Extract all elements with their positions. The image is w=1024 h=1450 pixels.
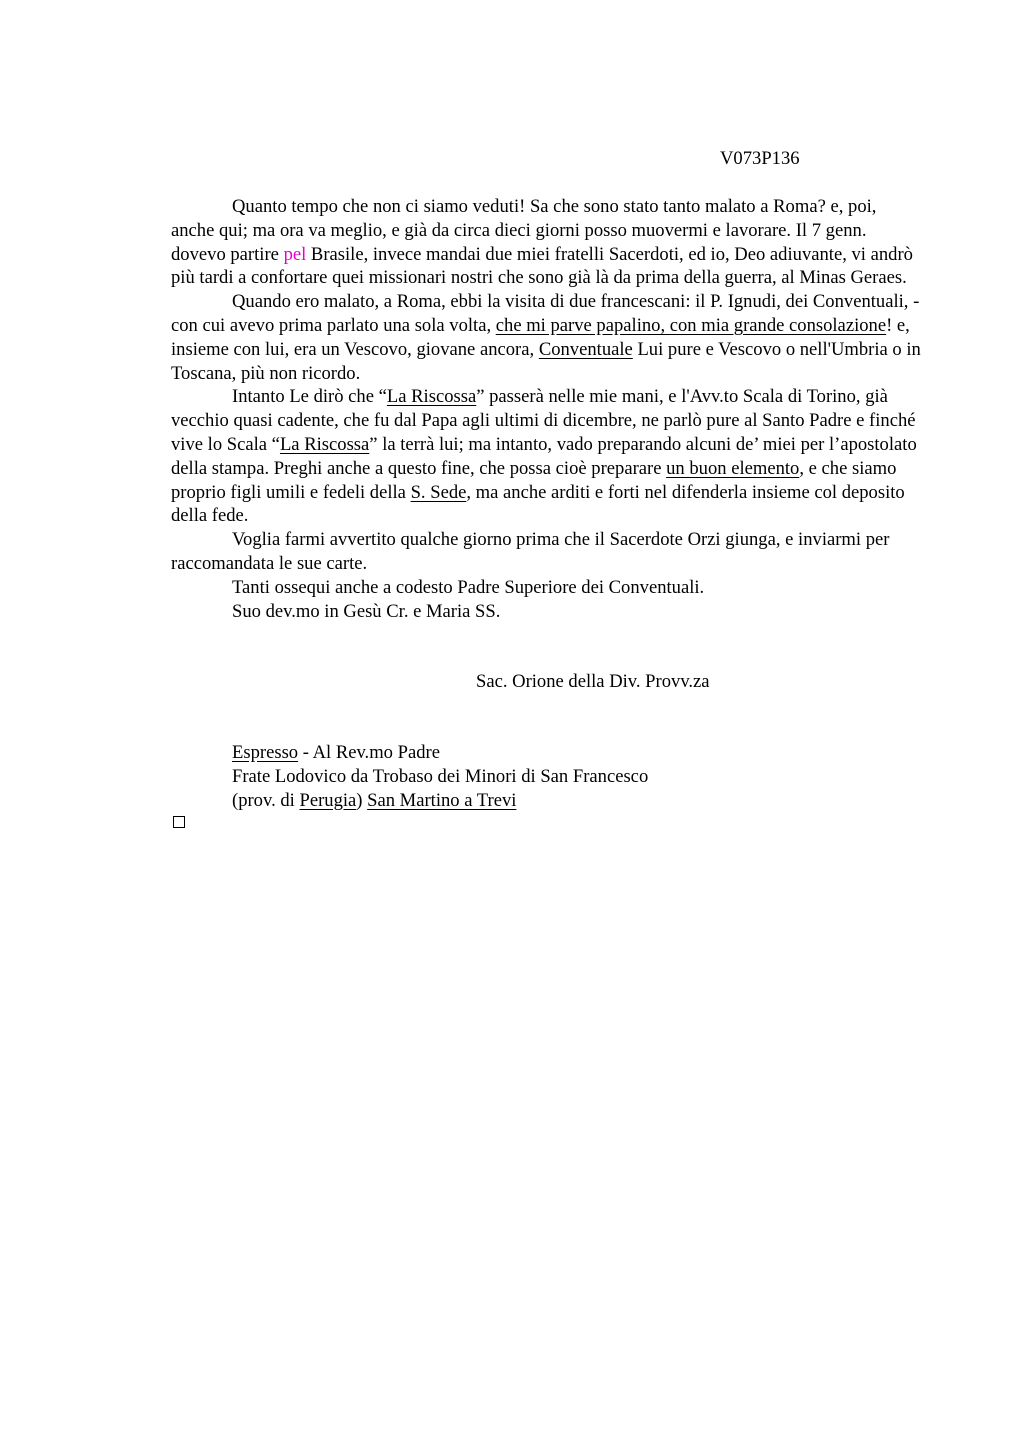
paragraph-5: Tanti ossequi anche a codesto Padre Superiore dei Conventuali. (232, 576, 705, 598)
text-run: Quanto tempo che non ci siamo veduti! Sa che sono stato tanto malato a Roma? e, poi, anche qui; ma ora va meglio, e già da circa dieci giorni posso muovermi e lavorare. Il 7 genn. dovevo partire (171, 196, 877, 265)
text-run: Lui pure e Vescovo o nell'Umbria o in Toscana, più non ricordo. (171, 338, 921, 384)
text-run: - Al Rev.mo Padre (298, 742, 440, 763)
text-run: Quando ero malato, a Roma, ebbi la visita di due francescani: il P. Ignudi, dei Conventuali, - con cui avevo prima parlato una sola volta, (171, 291, 920, 336)
underlined-phrase: San Martino a Trevi (367, 789, 517, 811)
paragraph-4: Voglia farmi avvertito qualche giorno prima che il Sacerdote Orzi giunga, e inviarmi per raccomandata le sue carte. (171, 529, 890, 574)
highlighted-word: pel (283, 243, 307, 265)
text-run: ! e, insieme con lui, era un Vescovo, giovane ancora, (171, 314, 910, 360)
empty-box-icon (173, 816, 185, 828)
text-run: ” passerà nelle mie mani, e l'Avv.to Scala di Torino, già vecchio quasi cadente, che fu dal Papa agli ultimi di dicembre, ne parlò pure al Santo Padre e finché vive lo Scala “ (171, 386, 916, 455)
text-run: (prov. di (232, 789, 300, 811)
text-run: , ma anche arditi e forti nel difenderla insieme col deposito della fede. (171, 481, 905, 527)
page-code: V073P136 (720, 148, 800, 169)
underlined-phrase: S. Sede (410, 481, 467, 503)
paragraph-2 (171, 290, 924, 385)
paragraph-1 (171, 195, 924, 290)
underlined-phrase: Conventuale (538, 338, 633, 360)
paragraph-3 (171, 385, 924, 528)
address-line-1 (232, 741, 648, 765)
paragraph-6: Suo dev.mo in Gesù Cr. e Maria SS. (232, 600, 501, 622)
text-run: Brasile, invece mandai due miei fratelli Sacerdoti, ed io, Deo adiuvante, vi andrò più tardi a confortare quei missionari nostri che sono già là da prima della guerra, al Minas Geraes. (171, 243, 913, 289)
signature: Sac. Orione della Div. Provv.za (476, 671, 710, 692)
text-run: ) (356, 789, 368, 811)
text-run: , e che siamo proprio figli umili e fedeli della (171, 457, 897, 503)
address-line-2: Frate Lodovico da Trobaso dei Minori di San Francesco (232, 765, 649, 787)
underlined-phrase: Espresso (232, 742, 299, 763)
letter-body (171, 195, 924, 623)
text-run: Intanto Le dirò che “ (232, 386, 387, 408)
underlined-phrase: un buon elemento (666, 457, 800, 479)
underlined-phrase: Perugia (299, 789, 357, 811)
underlined-phrase: che mi parve papalino, con mia grande consolazione (495, 314, 887, 336)
underlined-phrase: La Riscossa (279, 433, 370, 455)
address-block (232, 741, 648, 812)
text-run: ” la terrà lui; ma intanto, vado preparando alcuni de’ miei per l’apostolato della stampa. Preghi anche a questo fine, che possa cioè preparare (171, 433, 917, 479)
address-line-3 (232, 789, 648, 813)
underlined-phrase: La Riscossa (386, 386, 477, 408)
